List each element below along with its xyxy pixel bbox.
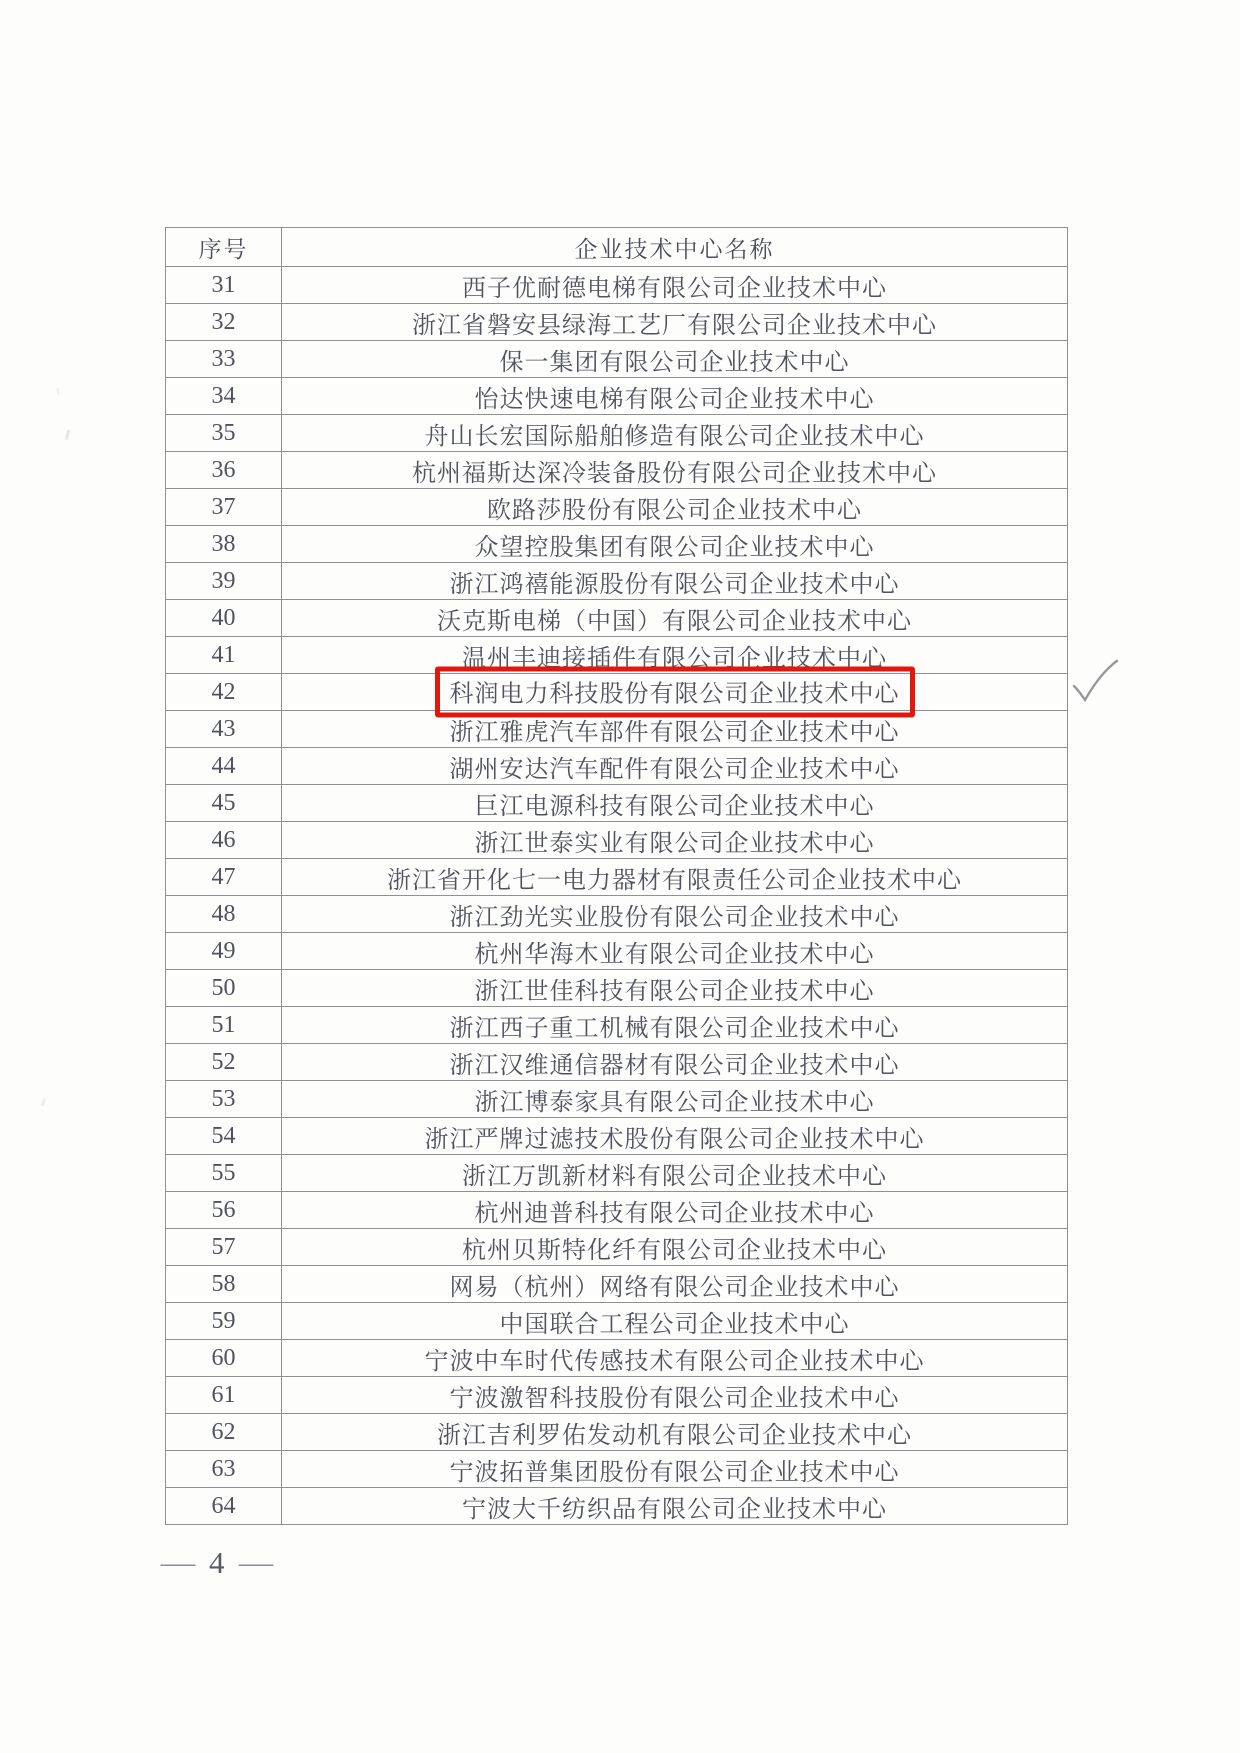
table-header-row xyxy=(166,228,1068,267)
table-row xyxy=(166,1081,1068,1118)
table-row xyxy=(166,1192,1068,1229)
row-name-text: 浙江省磐安县绿海工艺厂有限公司企业技术中心 xyxy=(412,312,937,339)
row-name-text: 浙江世泰实业有限公司企业技术中心 xyxy=(474,830,875,857)
row-name-cell xyxy=(282,674,1068,711)
page-number: 4 xyxy=(209,1545,225,1580)
row-index-cell: 58 xyxy=(166,1266,282,1303)
row-index-cell: 37 xyxy=(166,489,282,526)
row-name-text: 沃克斯电梯（中国）有限公司企业技术中心 xyxy=(437,608,912,635)
row-name-cell xyxy=(282,1044,1068,1081)
table-row xyxy=(166,1303,1068,1340)
row-index-cell: 49 xyxy=(166,933,282,970)
row-name-cell xyxy=(282,600,1068,637)
row-name-cell xyxy=(282,822,1068,859)
row-index-cell: 56 xyxy=(166,1192,282,1229)
row-name-text: 浙江鸿禧能源股份有限公司企业技术中心 xyxy=(449,571,900,598)
table-row xyxy=(166,1044,1068,1081)
row-name-text: 中国联合工程公司企业技术中心 xyxy=(499,1311,850,1338)
row-index-cell: 61 xyxy=(166,1377,282,1414)
row-name-cell xyxy=(282,1081,1068,1118)
table-row xyxy=(166,415,1068,452)
table-row xyxy=(166,896,1068,933)
table-row xyxy=(166,859,1068,896)
row-name-cell xyxy=(282,933,1068,970)
row-name-cell xyxy=(282,1155,1068,1192)
row-index-cell: 59 xyxy=(166,1303,282,1340)
row-name-text: 保一集团有限公司企业技术中心 xyxy=(499,349,850,376)
table-row xyxy=(166,933,1068,970)
row-index-cell: 57 xyxy=(166,1229,282,1266)
row-name-text: 浙江省开化七一电力器材有限责任公司企业技术中心 xyxy=(387,867,962,894)
row-index-cell: 38 xyxy=(166,526,282,563)
row-name-text: 宁波中车时代传感技术有限公司企业技术中心 xyxy=(424,1348,925,1375)
enterprise-tech-center-table xyxy=(165,227,1068,1525)
row-index-cell: 53 xyxy=(166,1081,282,1118)
row-name-text: 宁波大千纺织品有限公司企业技术中心 xyxy=(462,1496,887,1523)
row-index-cell: 62 xyxy=(166,1414,282,1451)
row-index-cell: 32 xyxy=(166,304,282,341)
row-index-cell: 52 xyxy=(166,1044,282,1081)
row-name-text: 浙江汉维通信器材有限公司企业技术中心 xyxy=(449,1052,900,1079)
table-row xyxy=(166,526,1068,563)
row-name-text: 浙江严牌过滤技术股份有限公司企业技术中心 xyxy=(424,1126,925,1153)
row-name-text: 湖州安达汽车配件有限公司企业技术中心 xyxy=(449,756,900,783)
table-row xyxy=(166,1488,1068,1525)
row-index-cell: 45 xyxy=(166,785,282,822)
row-name-text: 杭州贝斯特化纤有限公司企业技术中心 xyxy=(462,1237,887,1264)
row-name-text: 浙江雅虎汽车部件有限公司企业技术中心 xyxy=(449,719,900,746)
row-index-cell: 50 xyxy=(166,970,282,1007)
row-index-cell: 31 xyxy=(166,267,282,304)
row-name-text: 浙江西子重工机械有限公司企业技术中心 xyxy=(449,1015,900,1042)
scan-speck xyxy=(41,1098,46,1107)
row-index-cell: 44 xyxy=(166,748,282,785)
table-body xyxy=(166,267,1068,1525)
row-name-text: 怡达快速电梯有限公司企业技术中心 xyxy=(474,386,875,413)
table-row xyxy=(166,1007,1068,1044)
page-footer xyxy=(160,1543,273,1583)
row-name-cell xyxy=(282,1192,1068,1229)
row-name-text: 温州丰迪接插件有限公司企业技术中心 xyxy=(462,645,887,672)
row-index-cell: 48 xyxy=(166,896,282,933)
table-row xyxy=(166,1414,1068,1451)
table-row xyxy=(166,1340,1068,1377)
table-row xyxy=(166,1155,1068,1192)
row-index-cell: 60 xyxy=(166,1340,282,1377)
row-name-cell xyxy=(282,341,1068,378)
row-name-text: 浙江博泰家具有限公司企业技术中心 xyxy=(474,1089,875,1116)
scan-speck xyxy=(56,388,59,395)
row-name-text: 舟山长宏国际船舶修造有限公司企业技术中心 xyxy=(424,423,925,450)
table-row xyxy=(166,489,1068,526)
row-name-cell xyxy=(282,378,1068,415)
row-index-cell: 41 xyxy=(166,637,282,674)
row-index-cell: 47 xyxy=(166,859,282,896)
row-name-cell xyxy=(282,1414,1068,1451)
table-row xyxy=(166,1266,1068,1303)
row-name-cell xyxy=(282,304,1068,341)
row-name-cell xyxy=(282,489,1068,526)
row-name-text: 众望控股集团有限公司企业技术中心 xyxy=(474,534,875,561)
checkmark-icon xyxy=(1062,653,1124,709)
row-name-text: 浙江吉利罗佑发动机有限公司企业技术中心 xyxy=(437,1422,912,1449)
row-name-cell xyxy=(282,1229,1068,1266)
row-name-text: 网易（杭州）网络有限公司企业技术中心 xyxy=(449,1274,900,1301)
table-row xyxy=(166,600,1068,637)
row-name-cell xyxy=(282,970,1068,1007)
row-name-text: 西子优耐德电梯有限公司企业技术中心 xyxy=(462,275,887,302)
table-row xyxy=(166,1451,1068,1488)
footer-left-dash: — xyxy=(160,1546,196,1579)
row-name-cell xyxy=(282,1007,1068,1044)
row-index-cell: 64 xyxy=(166,1488,282,1525)
row-name-cell xyxy=(282,452,1068,489)
table-row xyxy=(166,970,1068,1007)
table-row xyxy=(166,378,1068,415)
checkmark-stroke xyxy=(1074,661,1117,700)
row-name-cell xyxy=(282,1451,1068,1488)
row-name-cell xyxy=(282,267,1068,304)
row-name-text: 杭州福斯达深冷装备股份有限公司企业技术中心 xyxy=(412,460,937,487)
row-name-text: 科润电力科技股份有限公司企业技术中心 xyxy=(435,667,915,718)
row-index-cell: 35 xyxy=(166,415,282,452)
table-row xyxy=(166,304,1068,341)
header-index-cell: 序号 xyxy=(166,228,282,267)
row-name-text: 浙江劲光实业股份有限公司企业技术中心 xyxy=(449,904,900,931)
row-index-cell: 54 xyxy=(166,1118,282,1155)
scan-speck xyxy=(65,430,70,440)
row-name-text: 宁波拓普集团股份有限公司企业技术中心 xyxy=(449,1459,900,1486)
table-row xyxy=(166,1118,1068,1155)
row-name-cell xyxy=(282,859,1068,896)
row-index-cell: 40 xyxy=(166,600,282,637)
row-name-cell xyxy=(282,1488,1068,1525)
row-name-cell xyxy=(282,415,1068,452)
row-name-text: 巨江电源科技有限公司企业技术中心 xyxy=(474,793,875,820)
row-name-cell xyxy=(282,896,1068,933)
row-name-text: 欧路莎股份有限公司企业技术中心 xyxy=(487,497,862,524)
row-index-cell: 46 xyxy=(166,822,282,859)
row-name-text: 杭州华海木业有限公司企业技术中心 xyxy=(474,941,875,968)
row-name-text: 浙江万凯新材料有限公司企业技术中心 xyxy=(462,1163,887,1190)
row-index-cell: 55 xyxy=(166,1155,282,1192)
row-name-cell xyxy=(282,748,1068,785)
row-name-cell xyxy=(282,563,1068,600)
row-index-cell: 43 xyxy=(166,711,282,748)
row-name-cell xyxy=(282,526,1068,563)
row-index-cell: 34 xyxy=(166,378,282,415)
row-index-cell: 63 xyxy=(166,1451,282,1488)
row-name-cell xyxy=(282,1340,1068,1377)
row-name-cell xyxy=(282,1303,1068,1340)
row-name-text: 杭州迪普科技有限公司企业技术中心 xyxy=(474,1200,875,1227)
table-row xyxy=(166,674,1068,711)
table-row xyxy=(166,341,1068,378)
table-row xyxy=(166,1229,1068,1266)
row-name-cell xyxy=(282,1266,1068,1303)
row-name-text: 宁波激智科技股份有限公司企业技术中心 xyxy=(449,1385,900,1412)
table-row xyxy=(166,822,1068,859)
table-row xyxy=(166,563,1068,600)
row-index-cell: 42 xyxy=(166,674,282,711)
header-name-cell: 企业技术中心名称 xyxy=(282,228,1068,267)
table-row xyxy=(166,267,1068,304)
table-row xyxy=(166,785,1068,822)
table-row xyxy=(166,748,1068,785)
row-index-cell: 39 xyxy=(166,563,282,600)
row-index-cell: 33 xyxy=(166,341,282,378)
table-row xyxy=(166,452,1068,489)
row-name-cell xyxy=(282,1377,1068,1414)
row-name-text: 浙江世佳科技有限公司企业技术中心 xyxy=(474,978,875,1005)
row-name-cell xyxy=(282,785,1068,822)
footer-right-dash: — xyxy=(238,1546,273,1579)
row-name-cell xyxy=(282,1118,1068,1155)
table-row xyxy=(166,1377,1068,1414)
row-index-cell: 51 xyxy=(166,1007,282,1044)
row-index-cell: 36 xyxy=(166,452,282,489)
